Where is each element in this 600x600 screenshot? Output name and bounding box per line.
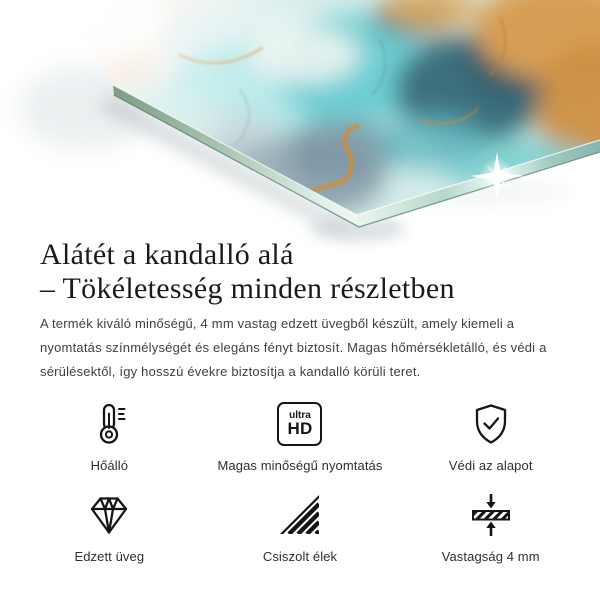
thermometer-icon xyxy=(86,400,132,448)
shield-check-icon xyxy=(468,400,514,448)
ultra-hd-text-top: ultra xyxy=(289,410,311,421)
thickness-icon xyxy=(468,491,514,539)
page-title-line2: – Tökéletesség minden részletben xyxy=(40,272,455,305)
feature-heat-resistant xyxy=(14,400,205,473)
page-title-line1: Alátét a kandalló alá xyxy=(40,238,294,271)
glass-panel-artwork xyxy=(0,0,600,250)
ultra-hd-icon xyxy=(277,400,322,448)
feature-grid xyxy=(0,400,600,564)
feature-label: Védi az alapot xyxy=(448,458,533,473)
page-title xyxy=(40,238,560,306)
feature-label: Edzett üveg xyxy=(74,549,145,564)
feature-label: Hőálló xyxy=(90,458,129,473)
diamond-icon xyxy=(86,491,132,539)
feature-tempered-glass xyxy=(14,491,205,564)
feature-label: Vastagság 4 mm xyxy=(441,549,540,564)
polished-edges-icon xyxy=(277,491,323,539)
ultra-hd-text-bottom: HD xyxy=(287,419,313,438)
feature-thickness xyxy=(395,491,586,564)
feature-polished-edges xyxy=(205,491,396,564)
product-image xyxy=(0,0,600,232)
feature-print-quality xyxy=(205,400,396,473)
feature-label: Magas minőségű nyomtatás xyxy=(217,458,383,473)
product-description: A termék kiváló minőségű, 4 mm vastag edzett üvegből készült, amely kiemeli a nyomtatás színmélységét és elegáns fényt biztosít. Magas hőmérsékletálló, és védi a sérülésektől, így hosszú évekre biztosítja a kandalló körüli teret. xyxy=(40,316,547,379)
feature-label: Csiszolt élek xyxy=(262,549,338,564)
feature-protects-base xyxy=(395,400,586,473)
